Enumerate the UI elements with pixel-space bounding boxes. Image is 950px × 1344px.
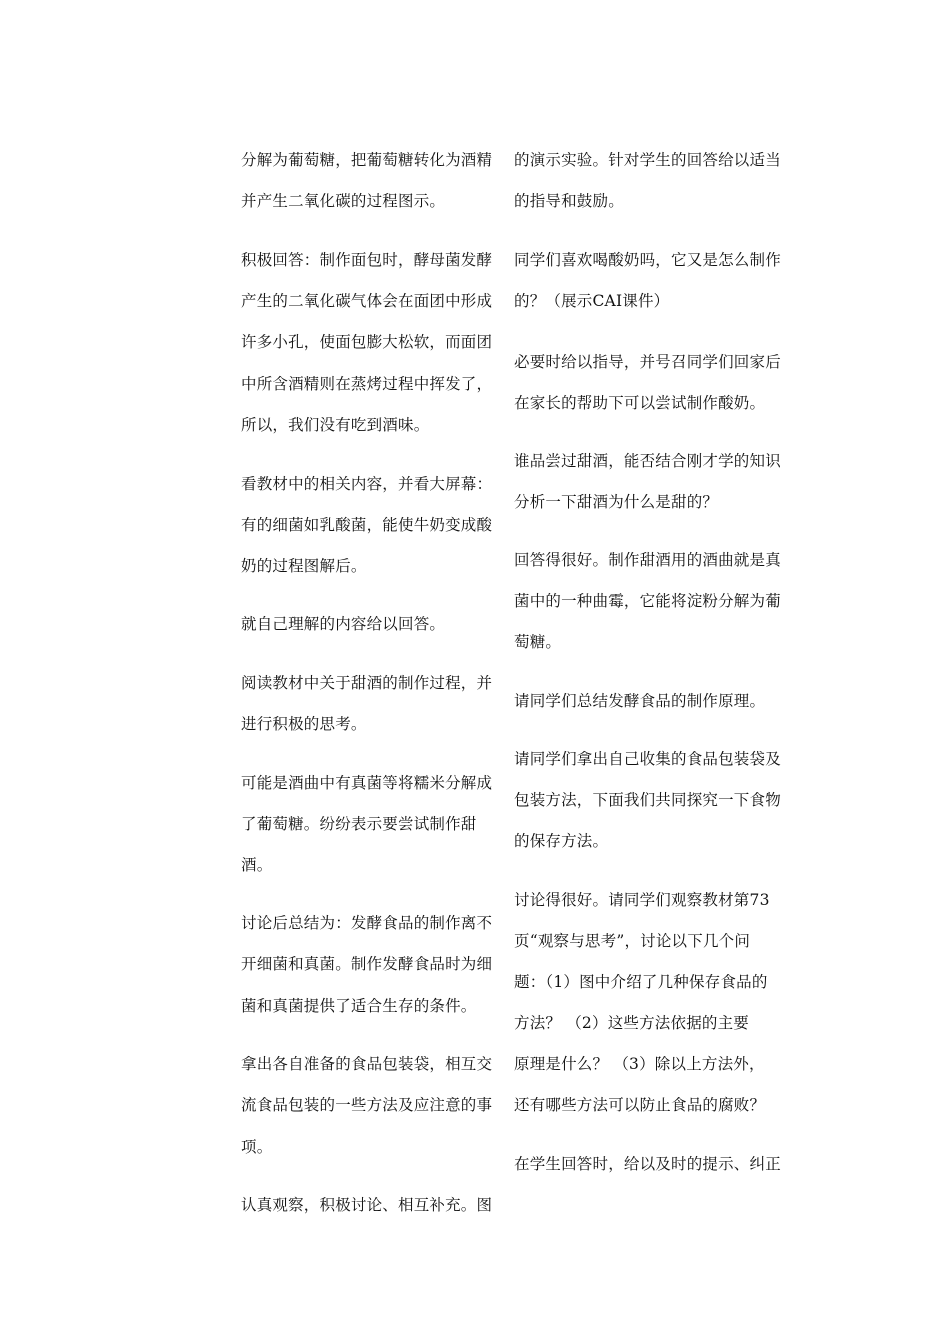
right-text-line: 谁品尝过甜酒，能否结合刚才学的知识 xyxy=(514,452,781,470)
right-text-line: 必要时给以指导，并号召同学们回家后 xyxy=(514,353,781,371)
left-text-line: 所以，我们没有吃到酒味。 xyxy=(241,416,430,434)
right-text-line: 讨论得很好。请同学们观察教材第73 xyxy=(514,891,770,909)
left-text-line: 中所含酒精则在蒸烤过程中挥发了， xyxy=(241,375,493,393)
right-text-line: 萄糖。 xyxy=(514,633,562,651)
left-text-line: 并产生二氧化碳的过程图示。 xyxy=(241,192,446,210)
left-text-line: 产生的二氧化碳气体会在面团中形成 xyxy=(241,292,493,310)
right-text-line: 同学们喜欢喝酸奶吗，它又是怎么制作 xyxy=(514,251,781,269)
left-text-line: 进行积极的思考。 xyxy=(241,715,367,733)
right-text-line: 的演示实验。针对学生的回答给以适当 xyxy=(514,151,781,169)
right-text-line: 菌中的一种曲霉，它能将淀粉分解为葡 xyxy=(514,592,781,610)
right-text-line: 的保存方法。 xyxy=(514,832,609,850)
right-text-line: 的？（展示CAI课件） xyxy=(514,292,670,310)
right-text-line: 请同学们总结发酵食品的制作原理。 xyxy=(514,692,766,710)
left-text-line: 酒。 xyxy=(241,856,273,874)
left-text-line: 可能是酒曲中有真菌等将糯米分解成 xyxy=(241,774,493,792)
left-text-line: 项。 xyxy=(241,1138,273,1156)
right-text-line: 还有哪些方法可以防止食品的腐败？ xyxy=(514,1096,766,1114)
left-text-line: 流食品包装的一些方法及应注意的事 xyxy=(241,1096,493,1114)
left-text-line: 许多小孔，使面包膨大松软，而面团 xyxy=(241,333,493,351)
right-text-line: 的指导和鼓励。 xyxy=(514,192,624,210)
right-text-line: 页“观察与思考”，讨论以下几个问 xyxy=(514,932,751,950)
right-text-line: 请同学们拿出自己收集的食品包装袋及 xyxy=(514,750,781,768)
left-text-line: 就自己理解的内容给以回答。 xyxy=(241,615,446,633)
right-text-line: 在学生回答时，给以及时的提示、纠正 xyxy=(514,1155,781,1173)
right-text-line: 方法？ （2）这些方法依据的主要 xyxy=(514,1014,749,1032)
right-text-line: 原理是什么？ （3）除以上方法外， xyxy=(514,1055,765,1073)
left-text-line: 分解为葡萄糖，把葡萄糖转化为酒精 xyxy=(241,151,493,169)
left-text-line: 开细菌和真菌。制作发酵食品时为细 xyxy=(241,955,493,973)
right-text-line: 在家长的帮助下可以尝试制作酸奶。 xyxy=(514,394,766,412)
left-text-line: 阅读教材中关于甜酒的制作过程，并 xyxy=(241,674,493,692)
left-text-line: 拿出各自准备的食品包装袋，相互交 xyxy=(241,1055,493,1073)
left-text-line: 奶的过程图解后。 xyxy=(241,557,367,575)
right-text-line: 题：（1）图中介绍了几种保存食品的 xyxy=(514,973,768,991)
right-text-line: 回答得很好。制作甜酒用的酒曲就是真 xyxy=(514,551,781,569)
right-text-line: 包装方法，下面我们共同探究一下食物 xyxy=(514,791,781,809)
left-text-line: 讨论后总结为：发酵食品的制作离不 xyxy=(241,914,493,932)
left-text-line: 菌和真菌提供了适合生存的条件。 xyxy=(241,997,477,1015)
left-text-line: 积极回答：制作面包时，酵母菌发酵 xyxy=(241,251,493,269)
left-text-line: 了葡萄糖。纷纷表示要尝试制作甜 xyxy=(241,815,477,833)
left-text-line: 认真观察，积极讨论、相互补充。图 xyxy=(241,1196,493,1214)
left-text-line: 有的细菌如乳酸菌，能使牛奶变成酸 xyxy=(241,516,493,534)
right-text-line: 分析一下甜酒为什么是甜的？ xyxy=(514,493,719,511)
left-text-line: 看教材中的相关内容，并看大屏幕： xyxy=(241,475,493,493)
